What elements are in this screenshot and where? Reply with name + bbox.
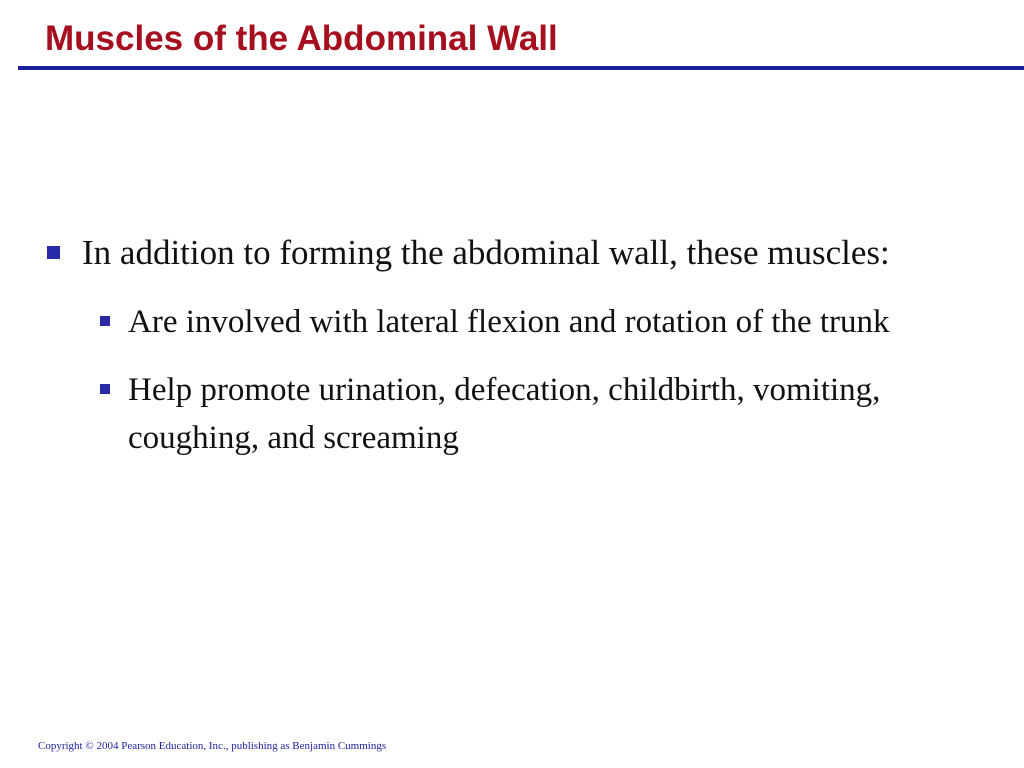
slide-title: Muscles of the Abdominal Wall (45, 19, 558, 58)
square-bullet-icon (100, 384, 110, 394)
sub-bullet-item (0, 298, 1024, 346)
copyright-footer: Copyright © 2004 Pearson Education, Inc., publishing as Benjamin Cummings (38, 740, 387, 752)
title-underline (18, 66, 1024, 70)
sub-bullet-item (0, 366, 1024, 462)
bullet-item (0, 228, 1024, 278)
bullet-text: In addition to forming the abdominal wall, these muscles: (82, 233, 890, 272)
square-bullet-icon (47, 246, 60, 259)
slide-body (0, 228, 1024, 462)
sub-bullet-text: Help promote urination, defecation, childbirth, vomiting, coughing, and screaming (128, 372, 881, 456)
square-bullet-icon (100, 316, 110, 326)
sub-bullet-text: Are involved with lateral flexion and rotation of the trunk (128, 304, 890, 340)
